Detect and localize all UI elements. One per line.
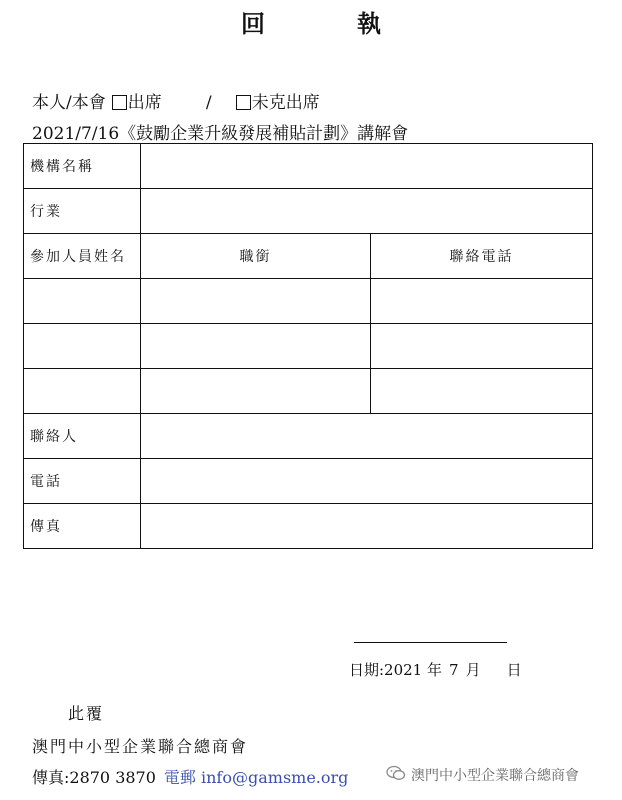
date-month: 7: [449, 661, 459, 679]
email-link[interactable]: 電郵 info@gamsme.org: [163, 768, 349, 787]
participant-name-field[interactable]: [24, 324, 141, 369]
page-title: 回 執: [241, 9, 415, 38]
wechat-icon: [386, 765, 411, 785]
date-line: [349, 659, 522, 680]
fax-label: 傳真: [24, 504, 141, 549]
org-name-row: [24, 144, 593, 189]
participant-row: [24, 369, 593, 414]
attend-label: 出席: [127, 93, 162, 113]
watermark-text: 澳門中小型企業聯合總商會: [411, 768, 579, 784]
contact-person-row: [24, 414, 593, 459]
attendance-prefix: 本人/本會: [32, 93, 106, 113]
participant-position-field[interactable]: [141, 279, 371, 324]
attendance-separator: /: [205, 93, 212, 113]
industry-row: [24, 189, 593, 234]
event-title: 2021/7/16《鼓勵企業升級發展補貼計劃》講解會: [32, 124, 409, 144]
position-header: 職銜: [141, 234, 371, 279]
phone-header: 聯絡電話: [371, 234, 593, 279]
phone-row: [24, 459, 593, 504]
industry-label: 行業: [24, 189, 141, 234]
date-month-unit: 月: [465, 661, 481, 679]
contact-person-field[interactable]: [141, 414, 593, 459]
fax-number: 傳真:2870 3870: [32, 768, 156, 787]
phone-label: 電話: [24, 459, 141, 504]
industry-field[interactable]: [141, 189, 593, 234]
fax-row: [24, 504, 593, 549]
contact-person-label: 聯絡人: [24, 414, 141, 459]
org-name-field[interactable]: [141, 144, 593, 189]
date-day-unit: 日: [506, 661, 522, 679]
absent-checkbox[interactable]: [236, 95, 251, 110]
reply-form-table: [23, 143, 593, 549]
participant-phone-field[interactable]: [371, 324, 593, 369]
watermark: [386, 765, 579, 785]
date-label: 日期:2021 年: [349, 661, 442, 679]
attend-checkbox[interactable]: [112, 95, 127, 110]
org-name-label: 機構名稱: [24, 144, 141, 189]
participant-row: [24, 324, 593, 369]
participant-name-header: 參加人員姓名: [24, 234, 141, 279]
closing-text: 此覆: [68, 704, 105, 723]
participant-phone-field[interactable]: [371, 369, 593, 414]
participant-name-field[interactable]: [24, 279, 141, 324]
participants-header-row: [24, 234, 593, 279]
phone-field[interactable]: [141, 459, 593, 504]
participant-row: [24, 279, 593, 324]
signature-line: [354, 642, 507, 643]
participant-phone-field[interactable]: [371, 279, 593, 324]
absent-label: 未克出席: [251, 93, 320, 113]
fax-field[interactable]: [141, 504, 593, 549]
participant-position-field[interactable]: [141, 369, 371, 414]
contact-line: [32, 765, 348, 788]
participant-name-field[interactable]: [24, 369, 141, 414]
organization-name: 澳門中小型企業聯合總商會: [32, 737, 249, 756]
attendance-line: [32, 88, 320, 113]
participant-position-field[interactable]: [141, 324, 371, 369]
